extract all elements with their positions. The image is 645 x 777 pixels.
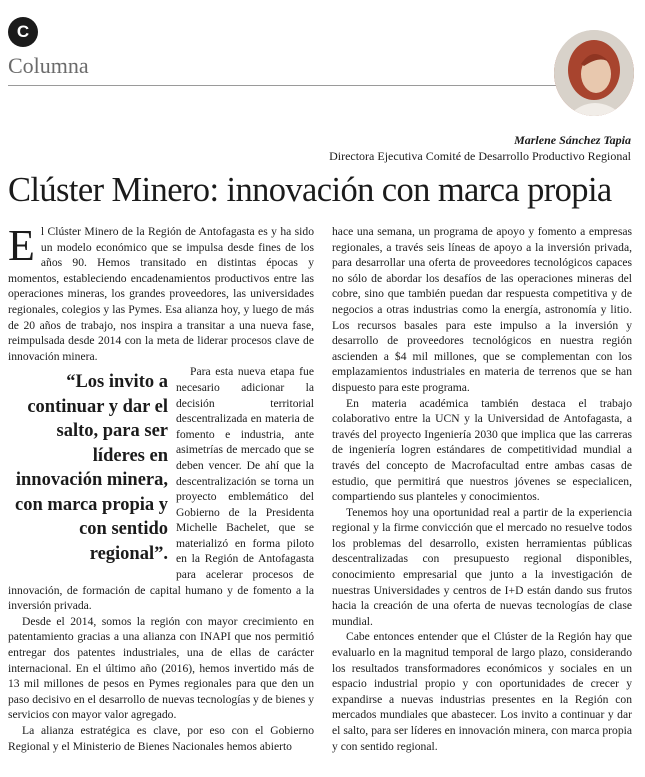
article-headline: Clúster Minero: innovación con marca propia bbox=[8, 171, 612, 209]
article-column-right bbox=[332, 224, 632, 754]
paragraph-body: Desde el 2014, somos la región con mayor crecimiento en patentamiento gracias a una alianza con INAPI que nos permitió entregar dos patentes industriales, una de ellas de carácter internacional. En el último año (2016), hemos invertido más de 13 mil millones de pesos en Pymes regionales para que den un paso decisivo en el desarrollo de nuevas tecnologías y de bienes y servicios con mayor valor agregado. bbox=[8, 614, 314, 722]
author-portrait bbox=[554, 30, 634, 116]
paragraph-body: En materia académica también destaca el trabajo colaborativo entre la UCN y la Universidad de Antofagasta, a través del proyecto Ingeniería 2030 que implica que las carreras de ingeniería logren estándares de competitividad mundial a través del concepto de Macrofacultad entre ambas casas de estudio, que permitirá que nuestros jóvenes se especialicen, compartiendo sus planteles y conocimientos. bbox=[332, 396, 632, 504]
section-label: Columna bbox=[8, 53, 89, 78]
author-portrait-icon bbox=[554, 30, 634, 116]
paragraph-body: La alianza estratégica es clave, por eso con el Gobierno Regional y el Ministerio de Bienes Nacionales hemos abierto bbox=[8, 724, 314, 753]
paragraph-body: Para esta nueva etapa fue necesario adicionar la decisión territorial descentralizada en materia de fomento e industria, ante asimetrías de mercado que se deben vencer. De ahí que la descentralización se torna un proyecto emblemático del Gobierno de la Presidenta Michelle Bachelet, que se materializó en forma piloto en la Región de Antofagasta para acelerar procesos de innovación, de formación de capital humano y de fomento a la inversión privada. bbox=[8, 365, 314, 613]
paragraph-body: hace una semana, un programa de apoyo y fomento a empresas regionales, a través seis líneas de apoyo a la inversión privada, para desarrollar una oferta de proveedores tecnológicos capaces no sólo de abordar los desafíos de las operaciones mineras del cobre, sino que también puedan dar respuesta competitiva y de negocios a otras industrias como la energía, astronomía y litio. Los recursos basales para este impulso a la inversión y desarrollo de proveedores tecnológicos en nuestra región ascienden a $4 mil millones, que se complementan con los emplazamientos industriales en materia de terrenos que se han dispuesto para este programa. bbox=[332, 225, 632, 394]
paragraph-body: Cabe entonces entender que el Clúster de la Región hay que evaluarlo en la magnitud temporal de largo plazo, considerando los resultados transformadores económicos y sociales en un espacio industrial propio y con oportunidades de crecer y expandirse a nuevas industrias presentes en la Región con mercados mundiales que abastecer. Los invito a continuar y dar el salto, para ser líderes en innovación minera, con marca propia y con sentido regional. bbox=[332, 630, 632, 753]
author-name: Marlene Sánchez Tapia bbox=[514, 133, 631, 147]
header-divider bbox=[8, 85, 631, 86]
paragraph-intro: l Clúster Minero de la Región de Antofagasta es y ha sido un modelo económico que se impulsa desde fines de los años 90. Hemos transitado en distintas épocas y momentos, estableciendo encadenamientos productivos entre las operaciones mineras, los grandes proveedores, las universidades regionales, colegios y las Pymes. Esa alianza hoy, y luego de más de 20 años de trabajo, nos inspira a transitar a una nueva fase, reimpulsada desde 2014 con la meta de liderar procesos clave de innovación minera. bbox=[8, 225, 314, 363]
column-badge: C bbox=[8, 17, 38, 47]
pullquote-block bbox=[8, 364, 314, 614]
paragraph-body: Tenemos hoy una oportunidad real a partir de la experiencia regional y la firme convicción que el mercado no resuelve todos los problemas del desarrollo, existen herramientas públicas descentralizadas con presupuesto regional disponibles, conocimiento empresarial que junto a la investigación de nuestras Universidades y centros de I+D están dando sus frutos hacia la creación de una oferta de nuevas tecnologías de clase mundial. bbox=[332, 505, 632, 628]
drop-cap: E bbox=[8, 221, 35, 270]
author-role: Directora Ejecutiva Comité de Desarrollo Productivo Regional bbox=[329, 149, 631, 163]
article-column-left bbox=[8, 221, 314, 754]
pullquote: “Los invito a continuar y dar el salto, para ser líderes en innovación minera, con marca propia y con sentido regional”. bbox=[15, 372, 168, 564]
